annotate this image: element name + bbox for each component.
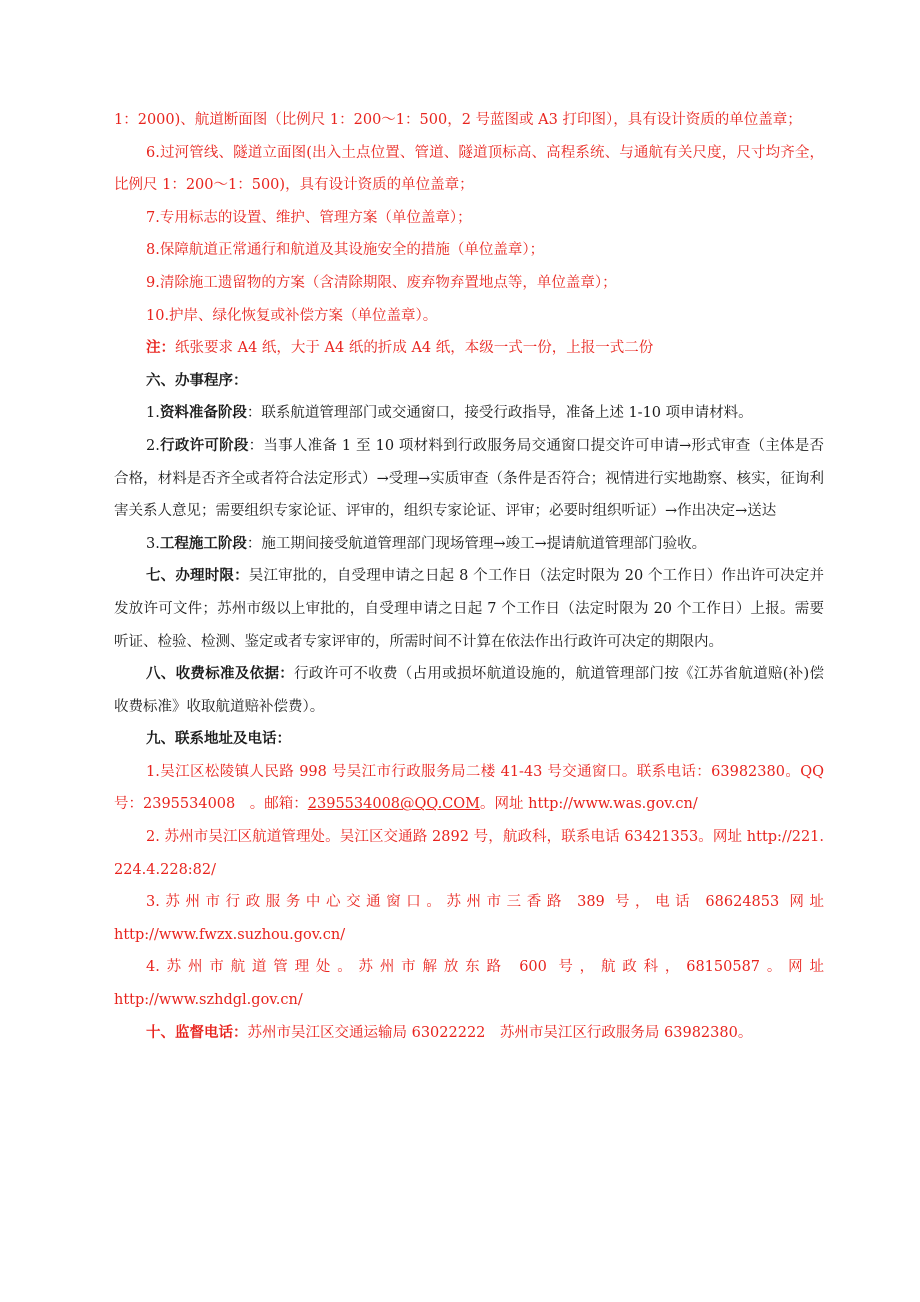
fees-label: 八、收费标准及依据： bbox=[146, 665, 295, 683]
contact-1-email-link[interactable]: 2395534008@QQ.COM bbox=[307, 796, 481, 813]
section-heading-contact: 九、联系地址及电话： bbox=[146, 730, 291, 748]
step-1-text: ：联系航道管理部门或交通窗口，接受行政指导，准备上述 1-10 项申请材料。 bbox=[246, 405, 753, 422]
step-2-label: 行政许可阶段 bbox=[159, 436, 249, 454]
section-fees bbox=[114, 658, 824, 723]
step-2-number: 2. bbox=[146, 437, 160, 454]
step-2-text: ：当事人准备 1 至 10 项材料到行政服务局交通窗口提交许可申请→形式审查（主体是否合格，材料是否齐全或者符合法定形式）→受理→实质审查（条件是否符合；视情进行实地勘察、核实，征询利害关系人意见；需要组织专家论证、评审的，组织专家论证、评审；必要时组织听证）→作出决定→送达 bbox=[114, 437, 824, 520]
supervision-label: 十、监督电话： bbox=[146, 1023, 248, 1041]
supervision-text: 苏州市吴江区交通运输局 63022222 苏州市吴江区行政服务局 63982380。 bbox=[247, 1024, 753, 1041]
procedure-step-3 bbox=[114, 528, 824, 561]
contact-item-3-url: http://www.fwzx.suzhou.gov.cn/ bbox=[114, 926, 346, 943]
step-1-number: 1. bbox=[146, 405, 160, 422]
material-item-9: 9.清除施工遗留物的方案（含清除期限、废弃物弃置地点等，单位盖章）； bbox=[146, 274, 617, 291]
contact-1-website: 。网址 http://www.was.gov.cn/ bbox=[480, 796, 698, 813]
note-label: 注： bbox=[146, 339, 175, 357]
step-3-label: 工程施工阶段 bbox=[159, 534, 247, 552]
contact-item-4: 4.苏州市航道管理处。苏州市解放东路 600 号，航政科，68150587。网址 bbox=[146, 959, 824, 976]
contact-1-text: 1.吴江区松陵镇人民路 998 号吴江市行政服务局二楼 41-43 号交通窗口。联系电话：63982380。QQ 号：2395534008 。邮箱： bbox=[114, 763, 824, 813]
section-time-limit bbox=[114, 560, 824, 658]
section-supervision bbox=[114, 1017, 824, 1050]
contact-item-4-url: http://www.szhdgl.gov.cn/ bbox=[114, 992, 303, 1009]
contact-item-3: 3.苏州市行政服务中心交通窗口。苏州市三香路 389 号，电话 68624853 网址 bbox=[146, 894, 824, 911]
material-item-8: 8.保障航道正常通行和航道及其设施安全的措施（单位盖章）； bbox=[146, 242, 545, 259]
step-1-label: 资料准备阶段 bbox=[159, 404, 247, 422]
time-limit-text: 吴江审批的，自受理申请之日起 8 个工作日（法定时限为 20 个工作日）作出许可决定并发放许可文件；苏州市级以上审批的，自受理申请之日起 7 个工作日（法定时限为 20 个工作日）上报。需要听证、检验、检测、鉴定或者专家评审的，所需时间不计算在依法作出行政许可决定的期限内。 bbox=[114, 568, 825, 650]
contact-item-2: 2. 苏州市吴江区航道管理处。吴江区交通路 2892 号，航政科，联系电话 63421353。网址 http://221.224.4.228:82/ bbox=[114, 829, 824, 878]
step-3-number: 3. bbox=[146, 535, 160, 552]
material-item-7: 7.专用标志的设置、维护、管理方案（单位盖章）； bbox=[146, 209, 472, 226]
contact-item-1 bbox=[114, 756, 824, 821]
material-item-10: 10.护岸、绿化恢复或补偿方案（单位盖章）。 bbox=[146, 307, 438, 324]
material-item-6: 6.过河管线、隧道立面图(出入土点位置、管道、隧道顶标高、高程系统、与通航有关尺度，尺寸均齐全，比例尺 1：200～1：500)，具有设计资质的单位盖章； bbox=[114, 144, 824, 194]
section-heading-procedure: 六、办事程序： bbox=[146, 371, 248, 389]
material-item-continued: 1：2000)、航道断面图（比例尺 1：200～1：500，2 号蓝图或 A3 打印图），具有设计资质的单位盖章； bbox=[114, 112, 802, 128]
time-limit-label: 七、办理时限： bbox=[146, 567, 249, 585]
procedure-step-1 bbox=[114, 397, 824, 430]
step-3-text: ：施工期间接受航道管理部门现场管理→竣工→提请航道管理部门验收。 bbox=[246, 535, 707, 552]
note-text: 纸张要求 A4 纸，大于 A4 纸的折成 A4 纸，本级一式一份，上报一式二份 bbox=[175, 340, 654, 357]
procedure-step-2 bbox=[114, 430, 824, 528]
fees-text: 行政许可不收费（占用或损坏航道设施的，航道管理部门按《江苏省航道赔(补)偿收费标准》收取航道赔补偿费）。 bbox=[114, 666, 825, 715]
paper-note bbox=[114, 332, 824, 365]
